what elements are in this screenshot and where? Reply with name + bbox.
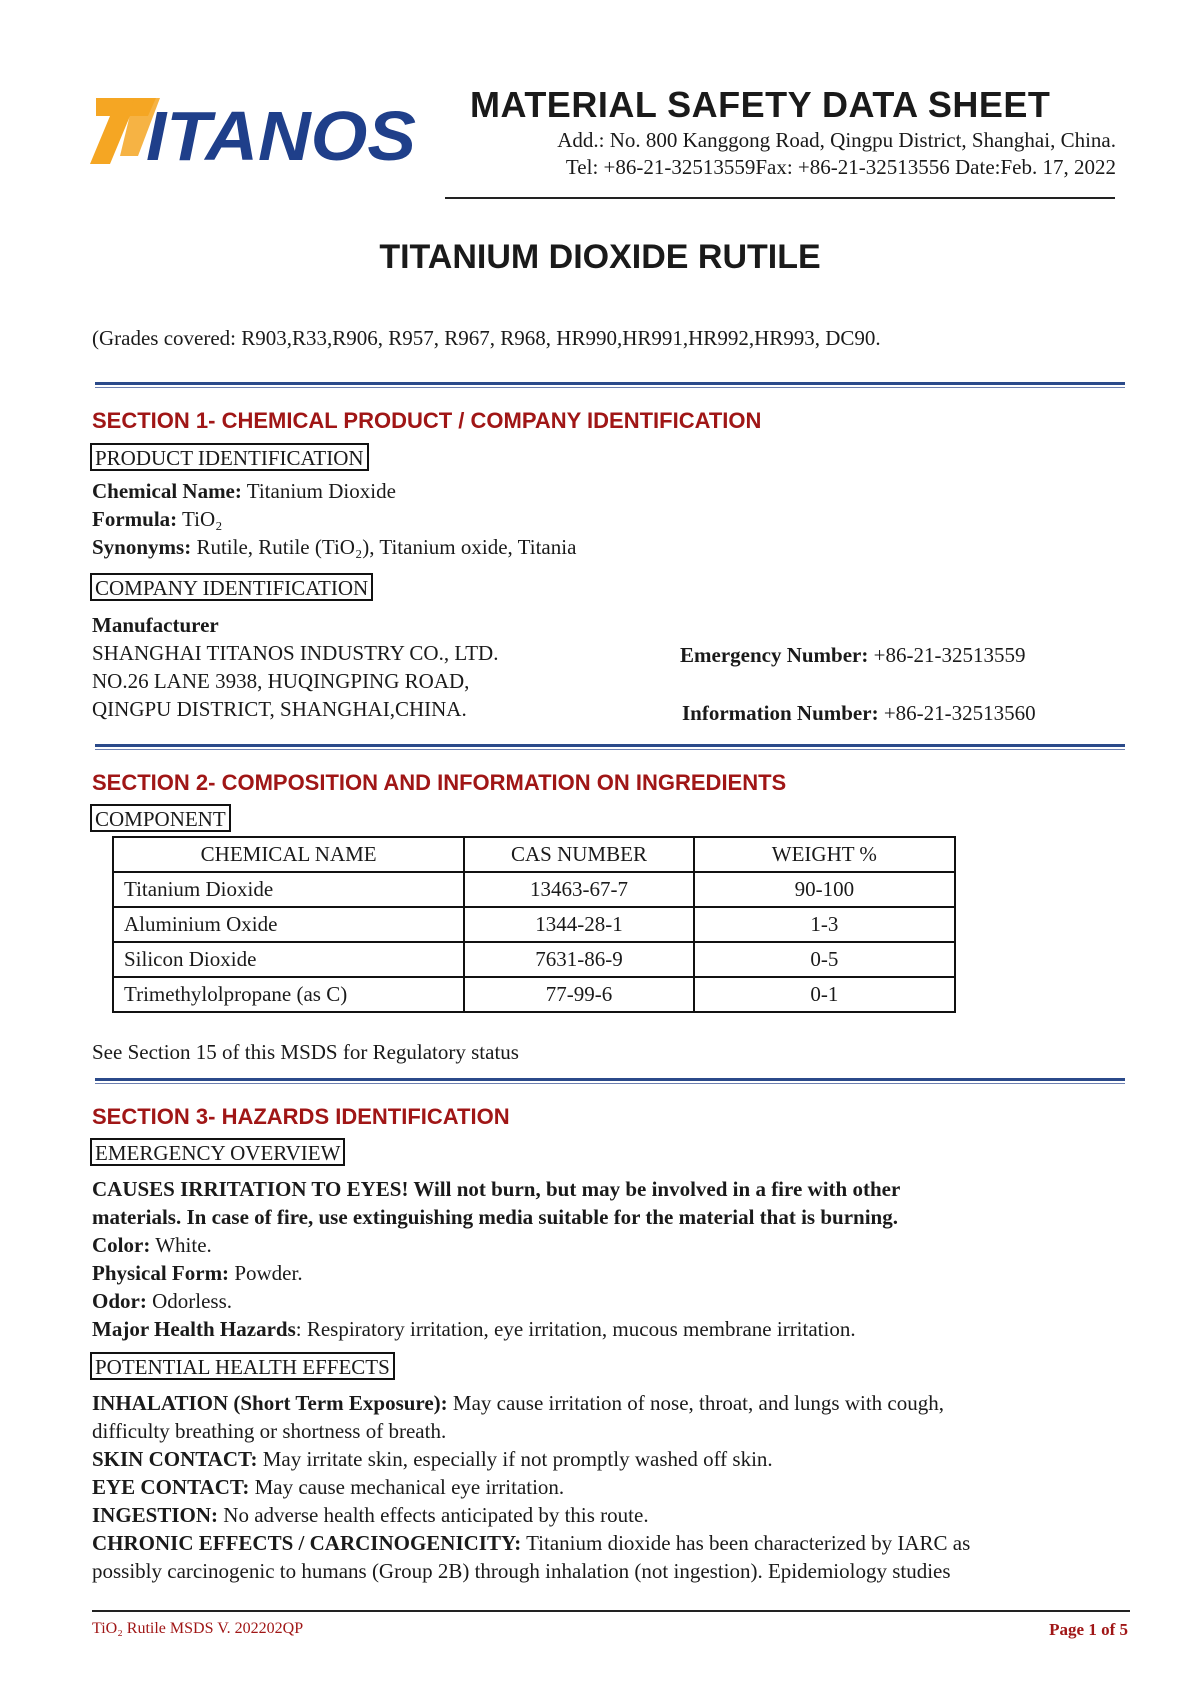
major-health-hazards-value: : Respiratory irritation, eye irritation, mucous membrane irritation. xyxy=(295,1317,856,1341)
footer-document-version: TiO₂ Rutile MSDS V. 202202QP xyxy=(92,1620,304,1637)
eye-contact-line xyxy=(92,1475,564,1500)
table-row xyxy=(113,907,955,942)
skin-contact-value: May irritate skin, especially if not promptly washed off skin. xyxy=(257,1447,773,1471)
section-divider xyxy=(95,1078,1125,1084)
manufacturer-line: QINGPU DISTRICT, SHANGHAI,CHINA. xyxy=(92,697,467,721)
manufacturer-line: SHANGHAI TITANOS INDUSTRY CO., LTD. xyxy=(92,641,499,665)
company-address: Add.: No. 800 Kanggong Road, Qingpu District, Shanghai, China. xyxy=(557,128,1116,152)
overview-text: materials. In case of fire, use extinguishing media suitable for the material that is burning. xyxy=(92,1205,898,1229)
eye-contact-label: EYE CONTACT: xyxy=(92,1475,250,1499)
inhalation-label: INHALATION (Short Term Exposure): xyxy=(92,1391,448,1415)
header-divider xyxy=(445,197,1115,199)
chemical-name-value: Titanium Dioxide xyxy=(241,479,396,503)
table-row xyxy=(113,872,955,907)
manufacturer-heading: Manufacturer xyxy=(92,613,219,637)
table-cell: 1344-28-1 xyxy=(464,907,693,942)
grades-covered: (Grades covered: R903,R33,R906, R957, R967, R968, HR990,HR991,HR992,HR993, DC90. xyxy=(92,326,881,350)
document-type-title: MATERIAL SAFETY DATA SHEET xyxy=(470,84,1051,125)
product-title: TITANIUM DIOXIDE RUTILE xyxy=(379,238,821,276)
synonyms-line xyxy=(92,535,576,560)
inhalation-continuation: difficulty breathing or shortness of breath. xyxy=(92,1419,447,1443)
formula-value: TiO₂ xyxy=(177,507,223,531)
table-cell: 1-3 xyxy=(694,907,955,942)
emergency-number-label: Emergency Number: xyxy=(680,643,869,667)
company-identification-label: COMPANY IDENTIFICATION xyxy=(90,573,373,601)
emergency-number-line xyxy=(680,643,1025,668)
composition-table xyxy=(112,836,956,1013)
titanos-logo-mark xyxy=(90,90,420,170)
ingestion-value: No adverse health effects anticipated by this route. xyxy=(218,1503,649,1527)
column-header: CAS NUMBER xyxy=(464,837,693,872)
table-cell: Trimethylolpropane (as C) xyxy=(113,977,464,1012)
section-divider xyxy=(95,744,1125,750)
table-row xyxy=(113,942,955,977)
synonyms-label: Synonyms: xyxy=(92,535,192,559)
major-health-hazards-line xyxy=(92,1317,856,1342)
product-identification-label: PRODUCT IDENTIFICATION xyxy=(90,443,369,471)
physical-form-label: Physical Form: xyxy=(92,1261,230,1285)
inhalation-value: May cause irritation of nose, throat, and lungs with cough, xyxy=(447,1391,944,1415)
chronic-effects-value: Titanium dioxide has been characterized by IARC as xyxy=(521,1531,971,1555)
odor-line xyxy=(92,1289,232,1314)
column-header: CHEMICAL NAME xyxy=(113,837,464,872)
skin-contact-label: SKIN CONTACT: xyxy=(92,1447,258,1471)
titanos-logo xyxy=(90,90,420,170)
odor-value: Odorless. xyxy=(146,1289,232,1313)
section-divider xyxy=(95,382,1125,388)
table-row xyxy=(113,977,955,1012)
table-header-row xyxy=(113,837,955,872)
formula-line xyxy=(92,507,222,532)
component-label: COMPONENT xyxy=(90,804,231,832)
physical-form-value: Powder. xyxy=(229,1261,303,1285)
company-contact: Tel: +86-21-32513559Fax: +86-21-32513556 Date:Feb. 17, 2022 xyxy=(565,155,1116,179)
major-health-hazards-label: Major Health Hazards xyxy=(92,1317,296,1341)
information-number-line xyxy=(682,701,1036,726)
regulatory-note: See Section 15 of this MSDS for Regulatory status xyxy=(92,1040,519,1064)
color-line xyxy=(92,1233,212,1258)
ingestion-line xyxy=(92,1503,649,1528)
odor-label: Odor: xyxy=(92,1289,147,1313)
footer-page-number: Page 1 of 5 xyxy=(1049,1620,1128,1639)
table-cell: 77-99-6 xyxy=(464,977,693,1012)
overview-text: CAUSES IRRITATION TO EYES! Will not burn, but may be involved in a fire with other xyxy=(92,1177,901,1201)
table-cell: 90-100 xyxy=(694,872,955,907)
table-cell: Silicon Dioxide xyxy=(113,942,464,977)
table-cell: Aluminium Oxide xyxy=(113,907,464,942)
chronic-effects-continuation: possibly carcinogenic to humans (Group 2B) through inhalation (not ingestion). Epidemiology studies xyxy=(92,1559,951,1583)
table-cell: Titanium Dioxide xyxy=(113,872,464,907)
table-cell: 0-1 xyxy=(694,977,955,1012)
emergency-overview-label: EMERGENCY OVERVIEW xyxy=(90,1138,345,1166)
emergency-number-value: +86-21-32513559 xyxy=(868,643,1026,667)
column-header: WEIGHT % xyxy=(694,837,955,872)
inhalation-line xyxy=(92,1391,944,1416)
section-2-title: SECTION 2- COMPOSITION AND INFORMATION ON INGREDIENTS xyxy=(92,770,787,795)
section-3-title: SECTION 3- HAZARDS IDENTIFICATION xyxy=(92,1104,510,1129)
color-value: White. xyxy=(150,1233,212,1257)
physical-form-line xyxy=(92,1261,303,1286)
chemical-name-label: Chemical Name: xyxy=(92,479,242,503)
chronic-effects-label: CHRONIC EFFECTS / CARCINOGENICITY: xyxy=(92,1531,522,1555)
chemical-name-line xyxy=(92,479,396,504)
footer-divider xyxy=(92,1610,1130,1612)
chronic-effects-line xyxy=(92,1531,970,1556)
ingestion-label: INGESTION: xyxy=(92,1503,219,1527)
eye-contact-value: May cause mechanical eye irritation. xyxy=(249,1475,565,1499)
information-number-value: +86-21-32513560 xyxy=(878,701,1036,725)
synonyms-value: Rutile, Rutile (TiO₂), Titanium oxide, Titania xyxy=(191,535,577,559)
color-label: Color: xyxy=(92,1233,151,1257)
potential-health-effects-label: POTENTIAL HEALTH EFFECTS xyxy=(90,1352,395,1380)
table-cell: 13463-67-7 xyxy=(464,872,693,907)
manufacturer-line: NO.26 LANE 3938, HUQINGPING ROAD, xyxy=(92,669,470,693)
table-cell: 0-5 xyxy=(694,942,955,977)
skin-contact-line xyxy=(92,1447,773,1472)
table-cell: 7631-86-9 xyxy=(464,942,693,977)
information-number-label: Information Number: xyxy=(682,701,879,725)
section-1-title: SECTION 1- CHEMICAL PRODUCT / COMPANY IDENTIFICATION xyxy=(92,408,762,433)
formula-label: Formula: xyxy=(92,507,178,531)
svg-text:ITANOS: ITANOS xyxy=(146,97,416,170)
